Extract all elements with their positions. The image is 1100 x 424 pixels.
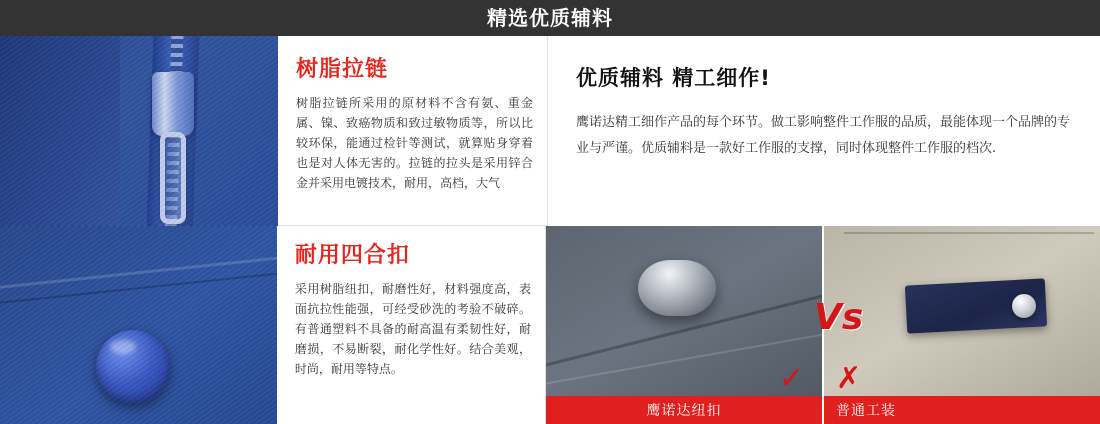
zipper-slider (152, 72, 194, 136)
good-caption: 鹰诺达纽扣 (546, 396, 822, 424)
zipper-text-block (278, 36, 548, 226)
check-icon: ✓ (778, 361, 804, 396)
content-body (0, 36, 1100, 424)
zipper-pull (160, 132, 186, 224)
page-banner (0, 0, 1100, 36)
comparison-block (546, 226, 1100, 424)
snap-row (0, 226, 1100, 424)
metal-snap-button (638, 260, 716, 316)
seam-line-upper (0, 251, 277, 292)
ordinary-workwear-photo (824, 226, 1100, 424)
quality-body-text: 鹰诺达精工细作产品的每个环节。做工影响整件工作服的品质，最能体现一个品牌的专业与严谨。优质辅料是一款好工作服的支撑，同时体现整件工作服的档次. (576, 115, 1071, 156)
fabric-shadow (0, 36, 120, 226)
quality-metal-snap-photo (546, 226, 822, 424)
snap-text-block (277, 226, 546, 424)
resin-zipper-photo (0, 36, 278, 226)
bad-caption: 普通工装 (824, 396, 1100, 424)
quality-title: 优质辅料 精工细作! (576, 66, 771, 90)
quality-text-block (548, 36, 1100, 226)
zipper-body-text: 树脂拉链所采用的原材料不含有氨、重金属、镍、致癌物质和致过敏物质等，所以比较环保，能通过检针等测试，就算贴身穿着也是对人体无害的。拉链的拉头是采用锌合金并采用电镀技术，耐用，高档，大气 (296, 96, 533, 190)
cross-icon: ✗ (836, 361, 862, 396)
snap-button-photo (0, 226, 277, 424)
zipper-heading: 树脂拉链 (296, 57, 389, 82)
snap-heading: 耐用四合扣 (294, 243, 410, 268)
plain-snap-button (1012, 294, 1036, 318)
vs-label: Vs (814, 297, 864, 338)
banner-title: 精选优质辅料 (487, 6, 613, 30)
snap-body-text: 采用树脂纽扣，耐磨性好，材料强度高，表面抗拉性能强，可经受砂洗的考验不破碎。有普通塑料不具备的耐高温有柔韧性好，耐磨损，不易断裂，耐化学性好。结合美观，时尚，耐用等特点。 (294, 282, 531, 376)
resin-snap-button (96, 330, 170, 404)
zipper-row (0, 36, 1100, 226)
pocket-stitch-line (844, 232, 1094, 234)
